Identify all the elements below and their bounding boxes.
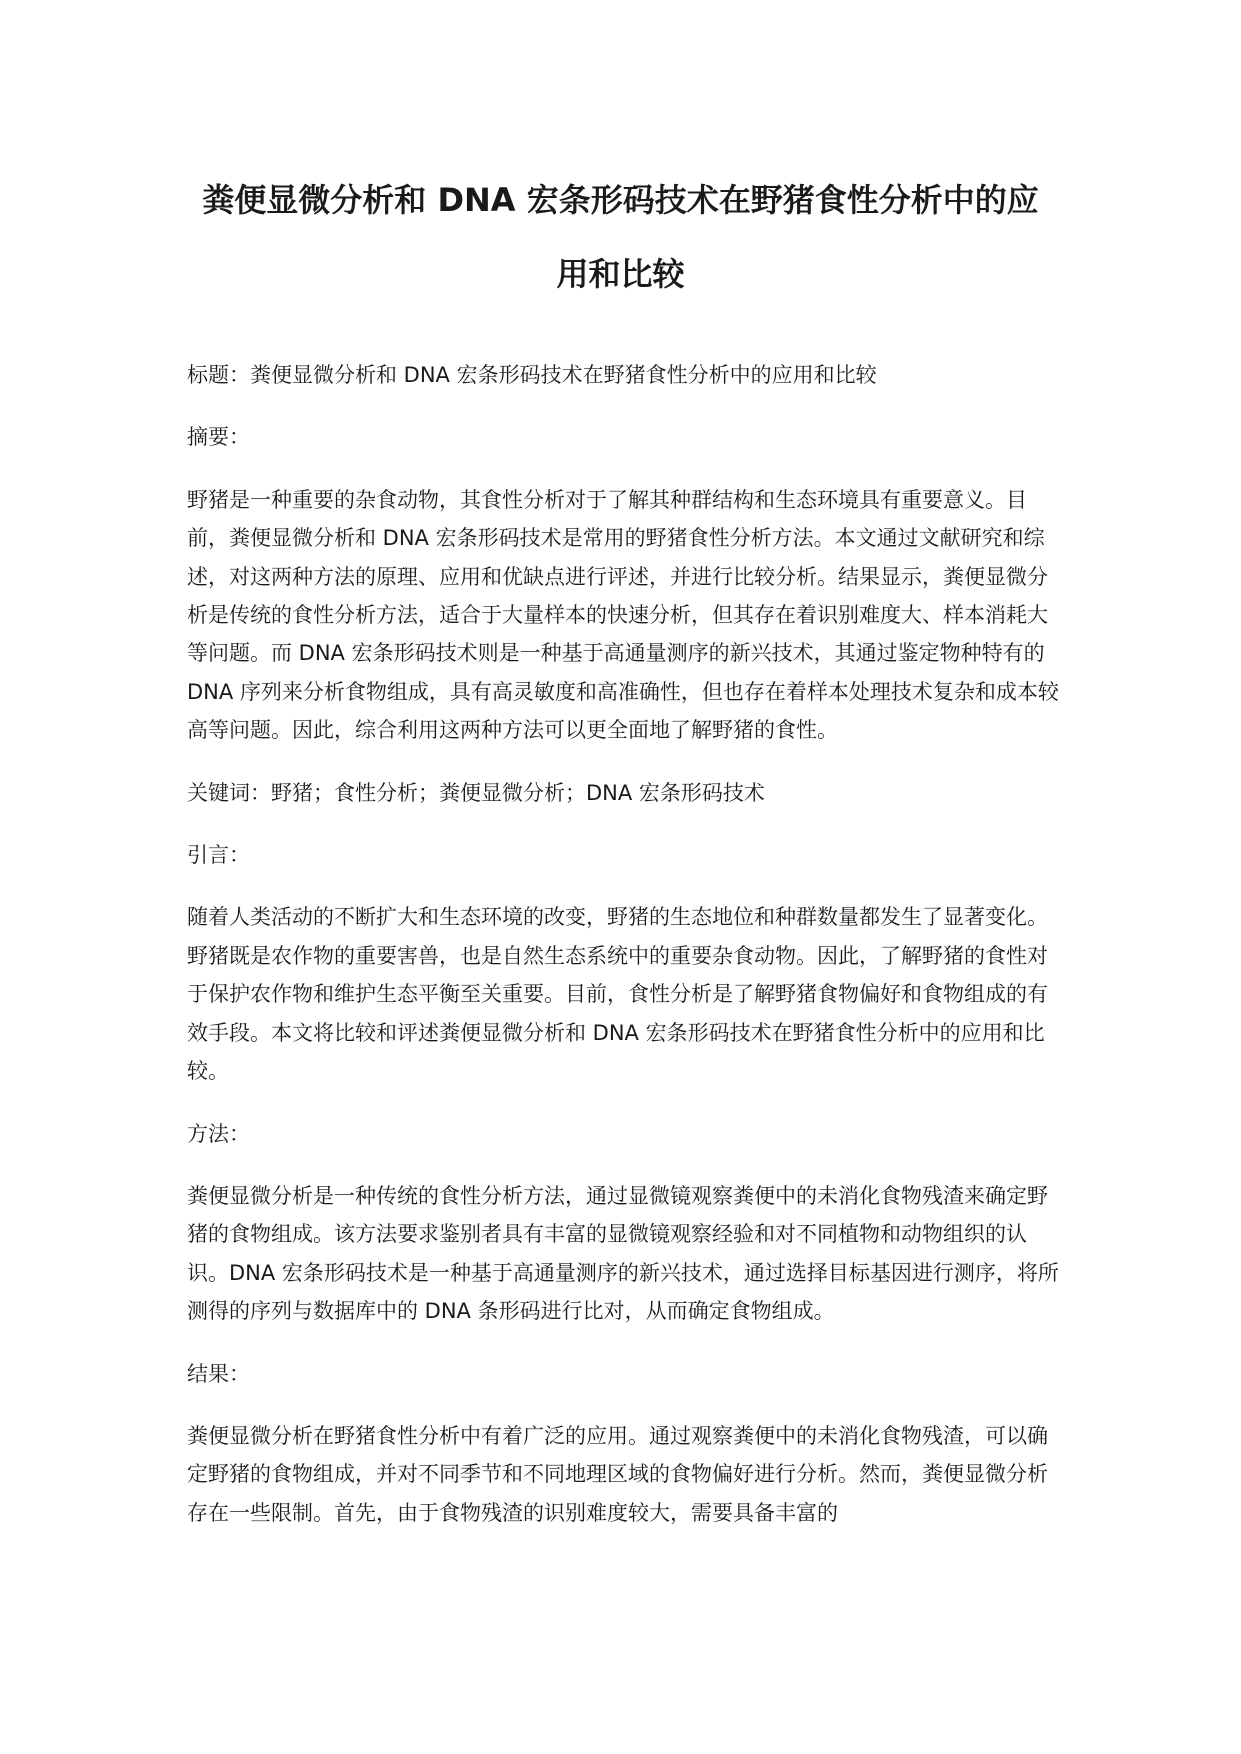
document-body [187, 356, 1067, 1556]
intro-paragraph: 随着人类活动的不断扩大和生态环境的改变，野猪的生态地位和种群数量都发生了显著变化。野猪既是农作物的重要害兽，也是自然生态系统中的重要杂食动物。因此，了解野猪的食性对于保护农作物和维护生态平衡至关重要。目前，食性分析是了解野猪食物偏好和食物组成的有效手段。本文将比较和评述粪便显微分析和 DNA 宏条形码技术在野猪食性分析中的应用和比较。 [187, 905, 1048, 1084]
results-label: 结果： [187, 1361, 250, 1386]
document-title-line-1: 粪便显微分析和 DNA 宏条形码技术在野猪食性分析中的应 [202, 181, 1039, 219]
intro-label: 引言： [187, 843, 250, 868]
meta-title: 标题：粪便显微分析和 DNA 宏条形码技术在野猪食性分析中的应用和比较 [187, 363, 877, 387]
abstract-label: 摘要： [187, 425, 250, 450]
abstract-paragraph: 野猪是一种重要的杂食动物，其食性分析对于了解其种群结构和生态环境具有重要意义。目前，粪便显微分析和 DNA 宏条形码技术是常用的野猪食性分析方法。本文通过文献研究和综述，对这两种方法的原理、应用和优缺点进行评述，并进行比较分析。结果显示，粪便显微分析是传统的食性分析方法，适合于大量样本的快速分析，但其存在着识别难度大、样本消耗大等问题。而 DNA 宏条形码技术则是一种基于高通量测序的新兴技术，其通过鉴定物种特有的 DNA 序列来分析食物组成，具有高灵敏度和高准确性，但也存在着样本处理技术复杂和成本较高等问题。因此，综合利用这两种方法可以更全面地了解野猪的食性。 [187, 487, 1059, 743]
document-title-line-2: 用和比较 [556, 255, 685, 293]
methods-label: 方法： [187, 1121, 250, 1146]
keywords: 关键词：野猪；食性分析；粪便显微分析；DNA 宏条形码技术 [187, 780, 765, 805]
results-paragraph: 粪便显微分析在野猪食性分析中有着广泛的应用。通过观察粪便中的未消化食物残渣，可以确定野猪的食物组成，并对不同季节和不同地理区域的食物偏好进行分析。然而，粪便显微分析存在一些限制。首先，由于食物残渣的识别难度较大，需要具备丰富的 [187, 1423, 1048, 1525]
methods-paragraph: 粪便显微分析是一种传统的食性分析方法，通过显微镜观察粪便中的未消化食物残渣来确定野猪的食物组成。该方法要求鉴别者具有丰富的显微镜观察经验和对不同植物和动物组织的认识。DNA 宏条形码技术是一种基于高通量测序的新兴技术，通过选择目标基因进行测序，将所测得的序列与数据库中的 DNA 条形码进行比对，从而确定食物组成。 [187, 1183, 1059, 1324]
